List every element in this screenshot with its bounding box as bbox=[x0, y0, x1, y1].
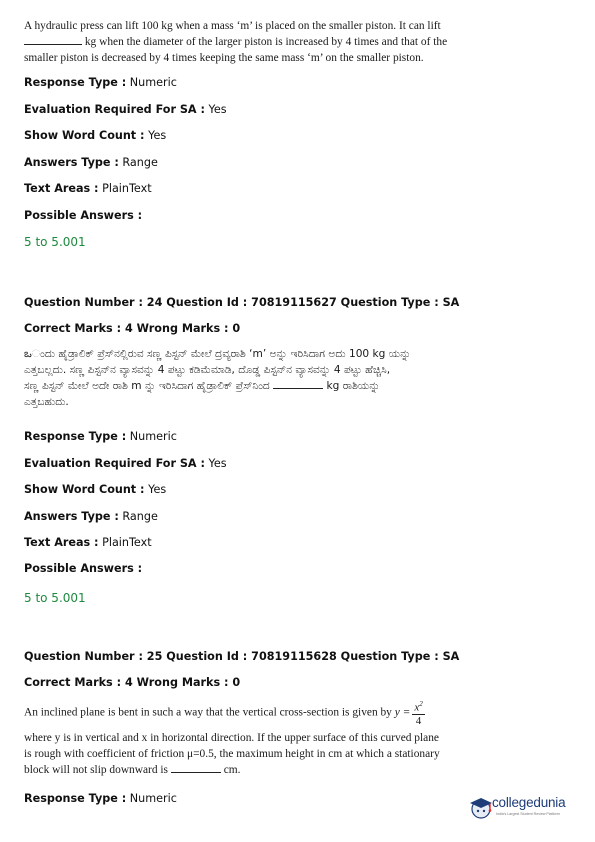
q25-marks bbox=[24, 676, 240, 689]
q25-question-text bbox=[24, 698, 464, 778]
numerator-x: x bbox=[414, 701, 420, 714]
label: Text Areas : bbox=[24, 536, 99, 549]
q25-line-4b: cm. bbox=[223, 764, 241, 776]
q23-line-1: A hydraulic press can lift 100 kg when a mass ‘m’ is placed on the smaller piston. It can lift bbox=[24, 20, 441, 32]
q25-line-1-text: An inclined plane is bent in such a way that the vertical cross-section is given by bbox=[24, 706, 392, 719]
graduate-cap-icon bbox=[468, 794, 494, 820]
equation-lhs: y = bbox=[394, 706, 411, 719]
q25-response-type bbox=[24, 792, 177, 805]
q23-question-text bbox=[24, 18, 456, 66]
q24-question-text-kannada bbox=[24, 346, 464, 410]
q23-line-2 bbox=[24, 34, 456, 50]
q24-response-type bbox=[24, 430, 177, 443]
question-header: Question Number : 25 Question Id : 70819115628 Question Type : SA bbox=[24, 650, 460, 663]
fraction-x2-over-4 bbox=[412, 698, 424, 727]
collegedunia-logo bbox=[468, 792, 578, 824]
q23-possible-answer-value: 5 to 5.001 bbox=[24, 235, 86, 249]
marks-text: Correct Marks : 4 Wrong Marks : 0 bbox=[24, 676, 241, 689]
answer-blank bbox=[24, 35, 82, 45]
q24-kn-line-1: ఒಂದು ಹೈಡ್ರಾಲಿಕ್ ಪ್ರೆಸ್‌ನಲ್ಲಿರುವ ಸಣ್ಣ ಪಿಸ್ಟನ್ ಮೇಲೆ ದ್ರವ್ಯರಾಶಿ ‘m’ ಅನ್ನು ಇರಿಸಿದಾಗ ಅದು 100 kg ಯನ್ನು bbox=[24, 348, 411, 360]
value: PlainText bbox=[102, 536, 152, 549]
q25-line-4a: block will not slip downward is bbox=[24, 764, 168, 776]
label: Possible Answers : bbox=[24, 209, 143, 222]
label: Response Type : bbox=[24, 430, 127, 443]
value: Yes bbox=[148, 483, 167, 496]
q25-line-1 bbox=[24, 698, 464, 727]
value: Range bbox=[122, 156, 158, 169]
q23-answers-type bbox=[24, 156, 158, 169]
logo-tagline: India's Largest Student Review Platform bbox=[496, 812, 560, 816]
q24-possible-answer-value: 5 to 5.001 bbox=[24, 591, 86, 605]
exponent: 2 bbox=[419, 700, 423, 708]
question-header: Question Number : 24 Question Id : 70819115627 Question Type : SA bbox=[24, 296, 460, 309]
q25-line-3: is rough with coefficient of friction μ=0.5, the maximum height in cm at which a stationary bbox=[24, 748, 440, 760]
q24-show-word-count bbox=[24, 483, 166, 496]
q24-kn-line-4: ಎತ್ತಬಹುದು. bbox=[24, 396, 69, 408]
q24-marks bbox=[24, 322, 240, 335]
value: Numeric bbox=[129, 792, 177, 805]
q23-evaluation-required bbox=[24, 103, 227, 116]
value: PlainText bbox=[102, 182, 152, 195]
q24-possible-answers-label bbox=[24, 562, 142, 575]
label: Answers Type : bbox=[24, 156, 119, 169]
value: Range bbox=[122, 510, 158, 523]
fraction-numerator bbox=[412, 698, 424, 715]
answer-blank bbox=[273, 379, 323, 389]
q23-line-2-text: kg when the diameter of the larger piston is increased by 4 times and that of the bbox=[84, 36, 448, 48]
q24-kn-line-3 bbox=[24, 378, 464, 394]
label: Show Word Count : bbox=[24, 483, 145, 496]
q23-response-type bbox=[24, 76, 177, 89]
q23-text-areas bbox=[24, 182, 152, 195]
value: Yes bbox=[208, 103, 227, 116]
q25-header bbox=[24, 650, 459, 663]
label: Possible Answers : bbox=[24, 562, 143, 575]
label: Show Word Count : bbox=[24, 129, 145, 142]
q23-line-3: smaller piston is decreased by 4 times keeping the same mass ‘m’ on the smaller piston. bbox=[24, 52, 424, 64]
q24-kn-line-2: ಎತ್ತಬಲ್ಲದು. ಸಣ್ಣ ಪಿಸ್ಟನ್‌ನ ವ್ಯಾಸವನ್ನು 4 ಪಟ್ಟು ಕಡಿಮೆಮಾಡಿ, ದೊಡ್ಡ ಪಿಸ್ಟನ್‌ನ ವ್ಯಾಸವನ್ನು 4 ಪಟ್ಟು ಹೆಚ್ಚಿಸಿ, bbox=[24, 364, 391, 376]
label: Evaluation Required For SA : bbox=[24, 103, 205, 116]
value: Numeric bbox=[129, 430, 177, 443]
value: Yes bbox=[208, 457, 227, 470]
q24-header bbox=[24, 296, 459, 309]
marks-text: Correct Marks : 4 Wrong Marks : 0 bbox=[24, 322, 241, 335]
label: Response Type : bbox=[24, 792, 127, 805]
q24-answers-type bbox=[24, 510, 158, 523]
q24-kn-line-3b: kg ರಾಶಿಯನ್ನು bbox=[326, 380, 380, 392]
q23-possible-answers-label bbox=[24, 209, 142, 222]
q25-line-2: where y is in vertical and x in horizontal direction. If the upper surface of this curved plane bbox=[24, 732, 439, 744]
q24-text-areas bbox=[24, 536, 152, 549]
q25-line-4 bbox=[24, 762, 464, 778]
logo-wordmark: collegedunia bbox=[492, 795, 566, 810]
label: Answers Type : bbox=[24, 510, 119, 523]
fraction-denominator: 4 bbox=[415, 714, 422, 727]
q24-kn-line-3a: ಸಣ್ಣ ಪಿಸ್ಟನ್ ಮೇಲೆ ಅದೇ ರಾಶಿ m ನ್ನು ಇರಿಸಿದಾಗ ಹೈಡ್ರಾಲಿಕ್ ಪ್ರೆಸ್‌ನಿಂದ bbox=[24, 380, 270, 392]
q24-evaluation-required bbox=[24, 457, 227, 470]
answer-blank bbox=[171, 763, 221, 773]
value: Numeric bbox=[129, 76, 177, 89]
q23-show-word-count bbox=[24, 129, 166, 142]
label: Response Type : bbox=[24, 76, 127, 89]
label: Evaluation Required For SA : bbox=[24, 457, 205, 470]
value: Yes bbox=[148, 129, 167, 142]
label: Text Areas : bbox=[24, 182, 99, 195]
